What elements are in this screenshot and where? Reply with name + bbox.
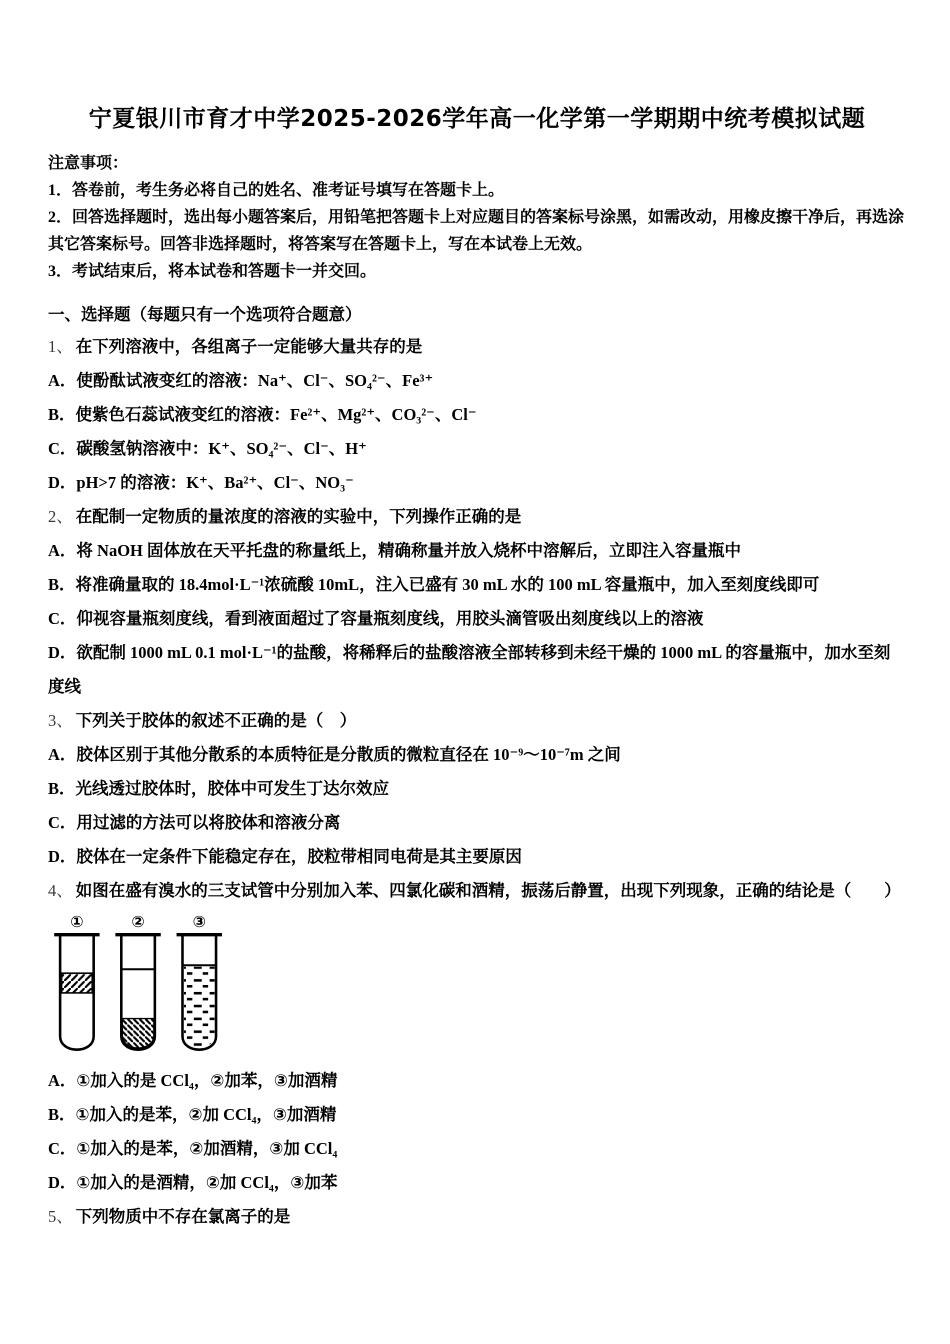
question-2-stem-text: 在配制一定物质的量浓度的溶液的实验中，下列操作正确的是 bbox=[75, 507, 522, 526]
question-4-number: 4、 bbox=[48, 881, 73, 900]
test-tube-1 bbox=[54, 914, 99, 1050]
question-2 bbox=[48, 500, 906, 704]
test-tubes-diagram bbox=[50, 912, 238, 1062]
question-2-option-c: C．仰视容量瓶刻度线，看到液面超过了容量瓶刻度线，用胶头滴管吸出刻度线以上的溶液 bbox=[48, 609, 704, 628]
question-2-option-d: D．欲配制 1000 mL 0.1 mol·L⁻¹的盐酸，将稀释后的盐酸溶液全部转移到未经干燥的 1000 mL 的容量瓶中，加水至刻度线 bbox=[48, 643, 891, 696]
question-1-option-c: C．碳酸氢钠溶液中：K⁺、SO₄²⁻、Cl⁻、H⁺ bbox=[48, 439, 367, 458]
question-4 bbox=[48, 874, 906, 1200]
tube-1-hatched-band bbox=[62, 973, 93, 993]
notice-heading: 注意事项： bbox=[48, 155, 129, 172]
question-4-option-d: D．①加入的是酒精，②加 CCl₄，③加苯 bbox=[48, 1173, 338, 1192]
question-1-option-d: D．pH>7 的溶液：K⁺、Ba²⁺、Cl⁻、NO₃⁻ bbox=[48, 473, 354, 492]
test-tube-2 bbox=[115, 914, 160, 1050]
question-1-stem-text: 在下列溶液中，各组离子一定能够大量共存的是 bbox=[75, 337, 423, 356]
question-4-stem bbox=[48, 874, 906, 908]
section-heading-choice: 一、选择题（每题只有一个选项符合题意） bbox=[48, 305, 362, 324]
question-3-stem-text: 下列关于胶体的叙述不正确的是（ ） bbox=[75, 711, 357, 730]
question-3-option-d: D．胶体在一定条件下能稳定存在，胶粒带相同电荷是其主要原因 bbox=[48, 847, 522, 866]
notice-section bbox=[48, 150, 906, 285]
question-1-option-b: B．使紫色石蕊试液变红的溶液：Fe²⁺、Mg²⁺、CO₃²⁻、Cl⁻ bbox=[48, 405, 477, 424]
test-tube-3 bbox=[177, 914, 222, 1050]
question-2-stem bbox=[48, 500, 906, 534]
question-4-option-c: C．①加入的是苯，②加酒精，③加 CCl₄ bbox=[48, 1139, 338, 1158]
page-title: 宁夏银川市育才中学2025-2026学年高一化学第一学期期中统考模拟试题 bbox=[88, 106, 866, 132]
tube-3-label: ③ bbox=[192, 913, 206, 931]
tube-2-bottom-layer bbox=[122, 1019, 154, 1048]
question-4-option-b: B．①加入的是苯，②加 CCl₄，③加酒精 bbox=[48, 1105, 337, 1124]
question-1-number: 1、 bbox=[48, 337, 73, 356]
question-3-option-a: A．胶体区别于其他分散系的本质特征是分散质的微粒直径在 10⁻⁹～10⁻⁷m 之间 bbox=[48, 745, 621, 764]
question-4-option-a: A．①加入的是 CCl₄，②加苯，③加酒精 bbox=[48, 1071, 338, 1090]
question-1 bbox=[48, 330, 906, 500]
question-3-option-b: B．光线透过胶体时，胶体中可发生丁达尔效应 bbox=[48, 779, 390, 798]
question-5-stem-text: 下列物质中不存在氯离子的是 bbox=[75, 1207, 291, 1226]
notice-item-1: 1．答卷前，考生务必将自己的姓名、准考证号填写在答题卡上。 bbox=[48, 182, 505, 199]
tube-1-label: ① bbox=[70, 913, 84, 931]
notice-item-2: 2．回答选择题时，选出每小题答案后，用铅笔把答题卡上对应题目的答案标号涂黑，如需改动，用橡皮擦干净后，再选涂其它答案标号。回答非选择题时，将答案写在答题卡上，写在本试卷上无效。 bbox=[48, 209, 905, 253]
tube-3-solution bbox=[184, 967, 215, 1048]
question-3-number: 3、 bbox=[48, 711, 73, 730]
q4-figure-test-tubes bbox=[50, 912, 906, 1062]
question-3-stem bbox=[48, 704, 906, 738]
question-5 bbox=[48, 1200, 906, 1234]
question-1-option-a: A．使酚酞试液变红的溶液：Na⁺、Cl⁻、SO₄²⁻、Fe³⁺ bbox=[48, 371, 434, 390]
question-3-option-c: C．用过滤的方法可以将胶体和溶液分离 bbox=[48, 813, 341, 832]
question-1-stem bbox=[48, 330, 906, 364]
question-2-option-b: B．将准确量取的 18.4mol·L⁻¹浓硫酸 10mL，注入已盛有 30 mL 水的 100 mL 容量瓶中，加入至刻度线即可 bbox=[48, 575, 820, 594]
question-4-stem-text: 如图在盛有溴水的三支试管中分别加入苯、四氯化碳和酒精，振荡后静置，出现下列现象，正确的结论是（ ） bbox=[75, 881, 901, 900]
question-2-number: 2、 bbox=[48, 507, 73, 526]
question-5-number: 5、 bbox=[48, 1207, 73, 1226]
question-5-stem bbox=[48, 1200, 906, 1234]
notice-item-3: 3．考试结束后，将本试卷和答题卡一并交回。 bbox=[48, 263, 377, 280]
question-3 bbox=[48, 704, 906, 874]
tube-2-label: ② bbox=[131, 913, 145, 931]
question-2-option-a: A．将 NaOH 固体放在天平托盘的称量纸上，精确称量并放入烧杯中溶解后，立即注入容量瓶中 bbox=[48, 541, 741, 560]
